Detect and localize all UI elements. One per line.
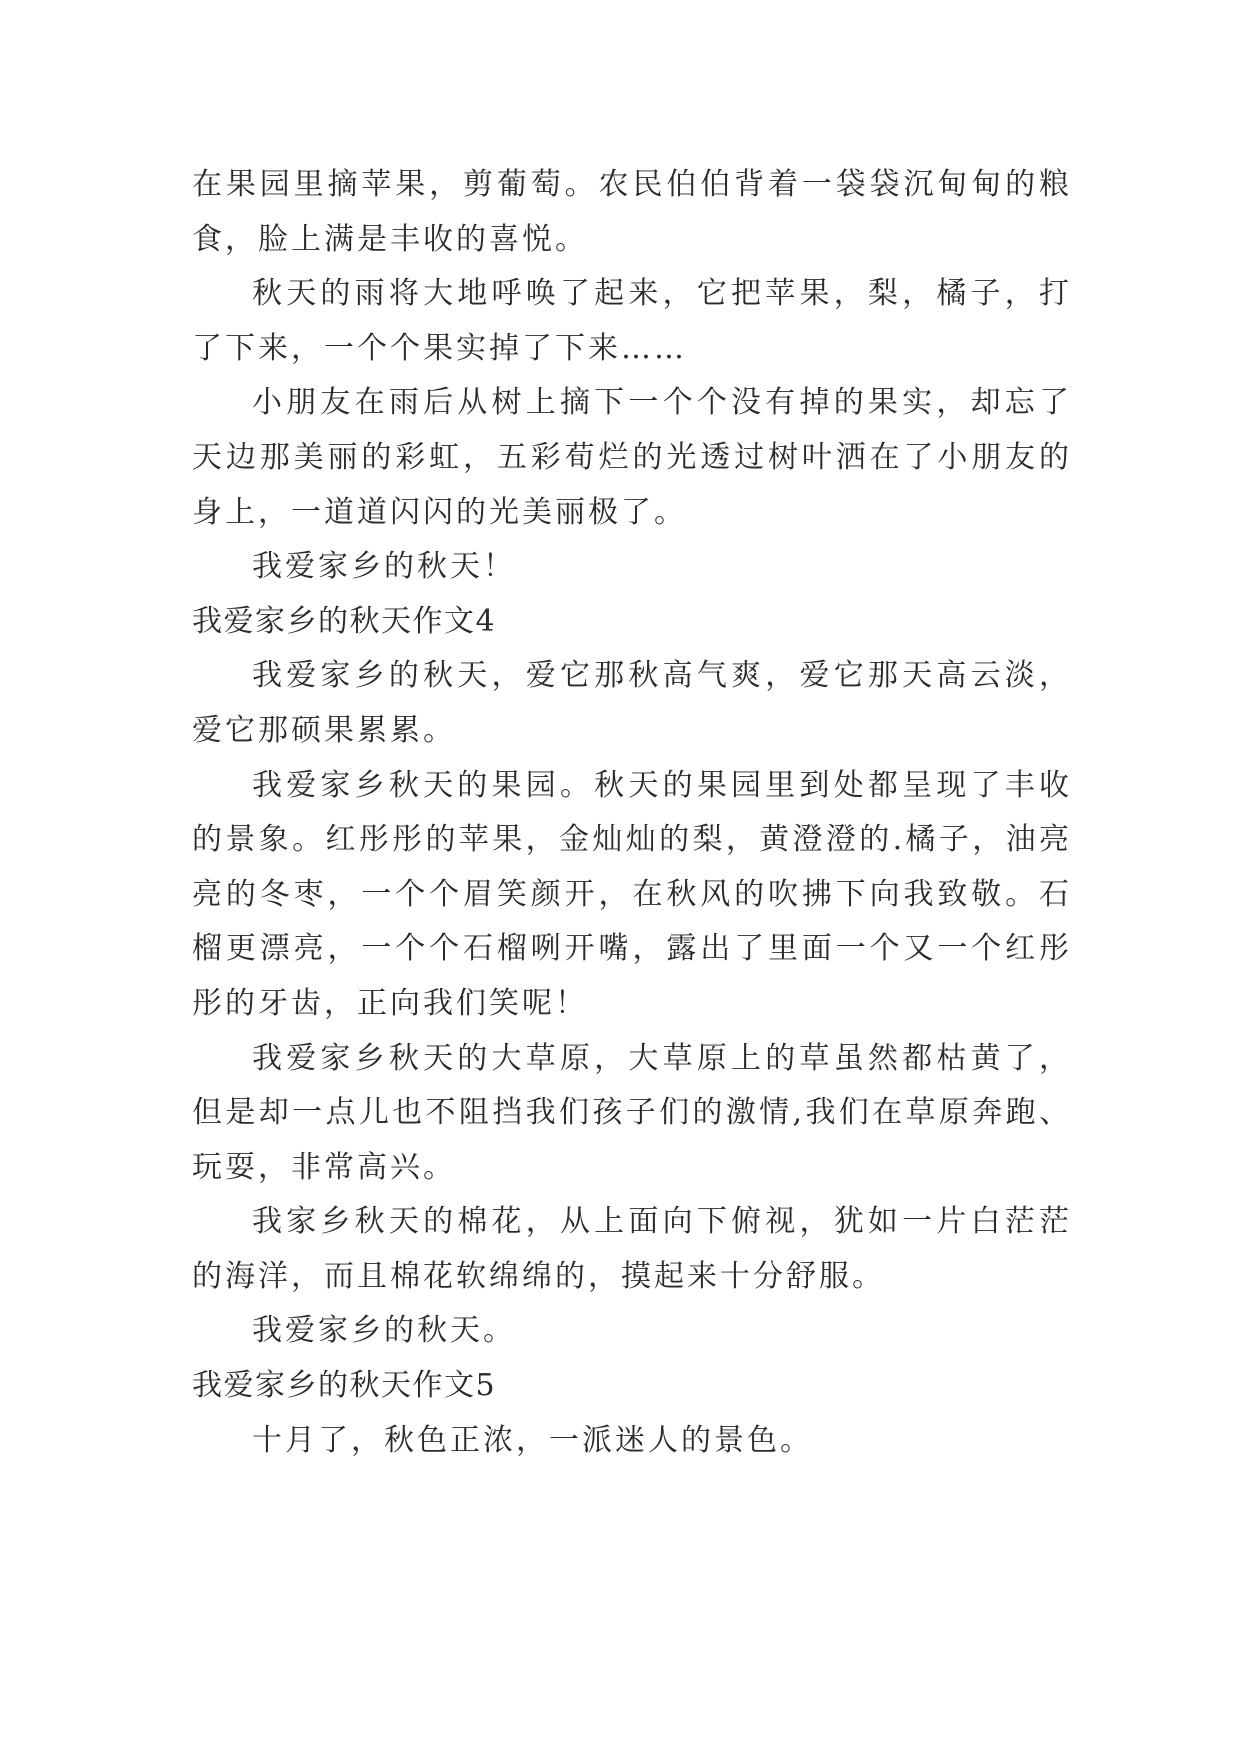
essay-heading-4: 我爱家乡的秋天作文4 [192,603,497,639]
paragraph-orchard-4: 我爱家乡秋天的果园。秋天的果园里到处都呈现了丰收的景象。红彤彤的苹果，金灿灿的梨，黄澄澄的.橘子，油亮亮的冬枣，一个个眉笑颜开，在秋风的吹拂下向我致敬。石榴更漂亮，一个个石榴咧开嘴，露出了里面一个又一个红彤彤的牙齿，正向我们笑呢！ [192,767,1072,1021]
paragraph-autumn-rain: 秋天的雨将大地呼唤了起来，它把苹果，梨，橘子，打了下来，一个个果实掉了下来…… [192,276,1072,366]
paragraph-closing-4: 我爱家乡的秋天。 [252,1313,516,1349]
essay-heading-5: 我爱家乡的秋天作文5 [192,1368,497,1404]
paragraph-october: 十月了，秋色正浓，一派迷人的景色。 [252,1422,813,1458]
paragraph-grassland: 我爱家乡秋天的大草原，大草原上的草虽然都枯黄了，但是却一点儿也不阻挡我们孩子们的激情,我们在草原奔跑、玩耍，非常高兴。 [192,1040,1072,1185]
paragraph-rainbow: 小朋友在雨后从树上摘下一个个没有掉的果实，却忘了天边那美丽的彩虹，五彩荀烂的光透过树叶洒在了小朋友的身上，一道道闪闪的光美丽极了。 [192,385,1072,530]
paragraph-orchard-harvest: 在果园里摘苹果，剪葡萄。农民伯伯背着一袋袋沉甸甸的粮食，脸上满是丰收的喜悦。 [192,167,1072,257]
paragraph-cotton: 我家乡秋天的棉花，从上面向下俯视，犹如一片白茫茫的海洋，而且棉花软绵绵的，摸起来十分舒服。 [192,1204,1072,1294]
paragraph-intro-4: 我爱家乡的秋天，爱它那秋高气爽，爱它那天高云淡，爱它那硕果累累。 [192,658,1072,748]
document-body [192,158,1072,1468]
paragraph-closing-1: 我爱家乡的秋天！ [252,549,516,585]
